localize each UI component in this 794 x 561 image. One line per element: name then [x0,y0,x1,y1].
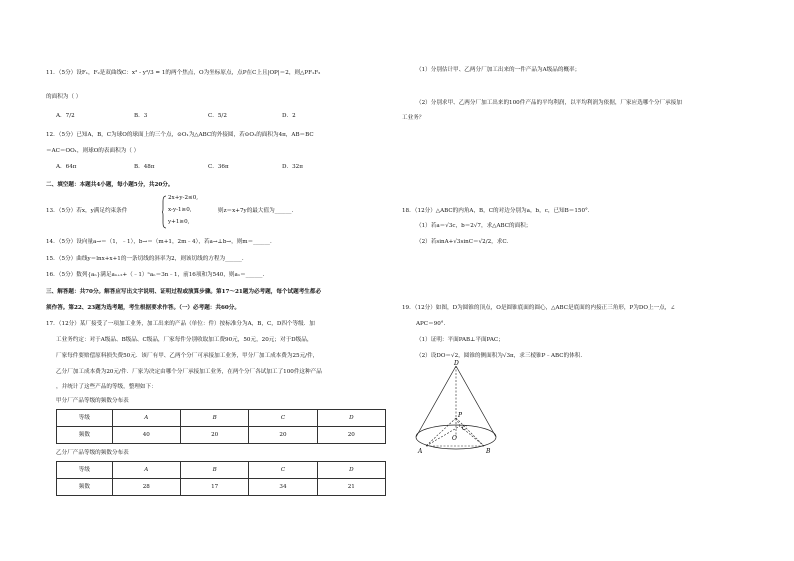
table-row [57,462,386,479]
q13-suffix: 则z＝x+7y的最大值为______. [218,208,294,214]
q17-line2: 工业务约定：对于A级品、B级品、C级品，厂家每件分别收取加工费90元，50元，20元；对于D级品， [56,337,313,343]
table-row [57,410,386,427]
section-3-heading-line1: 三、解答题：共70分。解答应写出文字说明、证明过程或演算步骤。第17～21题为必考题，每个试题考生都必 [46,289,322,295]
table1-caption: 甲分厂产品等级的频数分布表 [56,398,129,404]
q17-part1: （1）分别估计甲、乙两分厂加工出来的一件产品为A级品的概率； [416,67,581,73]
segment-pb [456,418,484,446]
q19-line2: APC＝90°． [416,321,450,327]
table-cell: 频数 [57,427,113,444]
table-cell: 21 [317,479,385,496]
table-cell: 28 [112,479,180,496]
cone-figure [408,360,518,460]
table-cell: C [249,462,317,479]
section-3-heading-line2: 须作答。第22、23题为选考题，考生根据要求作答。（一）必考题：共60分。 [46,305,240,311]
q13-constraint-2: x-y-1≥0, [168,207,192,213]
q12-option-a: A．64π [56,164,77,170]
q17-line5: ，并统计了这些产品的等级，整理如下： [56,384,157,390]
table-cell: 20 [249,427,317,444]
table-cell: B [180,410,248,427]
label-c: C [462,425,467,432]
q17-line4: 乙分厂加工成本费为20元/件．厂家为决定由哪个分厂承接加工业务，在两个分厂各试加工了100件这种产品 [56,369,322,375]
q12-option-d: D．32π [282,164,303,170]
q19-part2: （2）设DO＝√2，圆锥的侧面积为√3π，求三棱锥P﹣ABC的体积. [416,353,583,359]
table-cell: 等级 [57,462,113,479]
table-cell: 40 [112,427,180,444]
q13-brace-icon [162,195,167,229]
q17-line3: 厂家每件要赔偿原料损失费50元．该厂有甲、乙两个分厂可承接加工业务，甲分厂加工成本费为25元/件， [56,353,319,359]
label-b: B [486,448,491,455]
q12-line2: ＝AC＝OO₁，则球O的表面积为（ ） [46,148,140,154]
table-cell: A [112,462,180,479]
table-cell: A [112,410,180,427]
q14: 14．（5分）设向量a→＝（1，﹣1），b→＝（m+1，2m﹣4），若a→⊥b→，则m＝______. [46,239,272,245]
q19-line1: 19．（12分）如图，D为圆锥的顶点，O是圆锥底面的圆心，△ABC是底面的内接正三角形，P为DO上一点，∠ [402,305,676,311]
table-row [57,479,386,496]
q11-option-c: C．5/2 [208,113,227,119]
table2-caption: 乙分厂产品等级的频数分布表 [56,450,129,456]
q17-part2-line1: （2）分别求甲、乙两分厂加工出来的100件产品的平均利润，以平均利润为依据，厂家应选哪个分厂承接加 [416,100,682,106]
q11-line2: 的面积为（ ） [46,94,82,100]
label-p: P [458,412,463,419]
q12-line1: 12．（5分）已知A，B，C为球O的球面上的三个点，⊙O₁为△ABC的外接圆，若⊙O₁的面积为4π，AB＝BC [46,132,314,138]
q17-line1: 17．（12分）某厂接受了一项加工业务，加工出来的产品（单位：件）按标准分为A，B，C，D四个等级．加 [46,321,315,327]
q11-option-b: B．3 [134,113,148,119]
q19-part1: （1）证明：平面PAB⊥平面PAC； [416,337,504,343]
q11-option-d: D．2 [282,113,296,119]
table-cell: 17 [180,479,248,496]
q18-part2: （2）若sinA+√3sinC＝√2/2，求C. [416,239,509,245]
table-cell: 频数 [57,479,113,496]
table1-grade-frequency [56,409,386,444]
q18-part1: （1）若a＝√3c，b＝2√7，求△ABC的面积； [416,223,532,229]
q13-prefix: 13．（5分）若x，y满足约束条件 [46,208,128,214]
q15: 15．（5分）曲线y＝lnx+x+1的一条切线的斜率为2，则该切线的方程为______. [46,256,244,262]
label-a: A [418,448,423,455]
q18-line1: 18．（12分）△ABC的内角A，B，C的对边分别为a，b，c，已知B＝150°． [402,208,594,214]
q12-option-b: B．48π [134,164,155,170]
table-cell: B [180,462,248,479]
q13-constraint-1: 2x+y-2≤0, [168,195,199,201]
section-2-heading: 二、填空题：本题共4小题，每小题5分，共20分。 [46,182,174,188]
table-cell: C [249,410,317,427]
table-cell: 20 [317,427,385,444]
q17-part2-line2: 工业务？ [402,115,425,121]
label-d: D [454,360,459,367]
table-cell: 20 [180,427,248,444]
table-row [57,427,386,444]
table-cell: 等级 [57,410,113,427]
q11-line1: 11．（5分）设F₁，F₂是双曲线C：x² - y²/3 = 1的两个焦点，O为坐标原点，点P在C上且|OP|＝2，则△PF₁F₂ [46,70,321,76]
q11-option-a: A．7/2 [56,113,75,119]
table-cell: D [317,410,385,427]
q12-option-c: C．36π [208,164,229,170]
table-cell: D [317,462,385,479]
label-o: O [452,435,457,442]
q16: 16．（5分）数列{aₙ}满足aₙ₊₂+（﹣1）ⁿaₙ＝3n﹣1，前16项和为540，则a₁＝______. [46,272,265,278]
q13-constraint-3: y+1≥0, [168,219,190,225]
table2-grade-frequency [56,461,386,496]
table-cell: 34 [249,479,317,496]
